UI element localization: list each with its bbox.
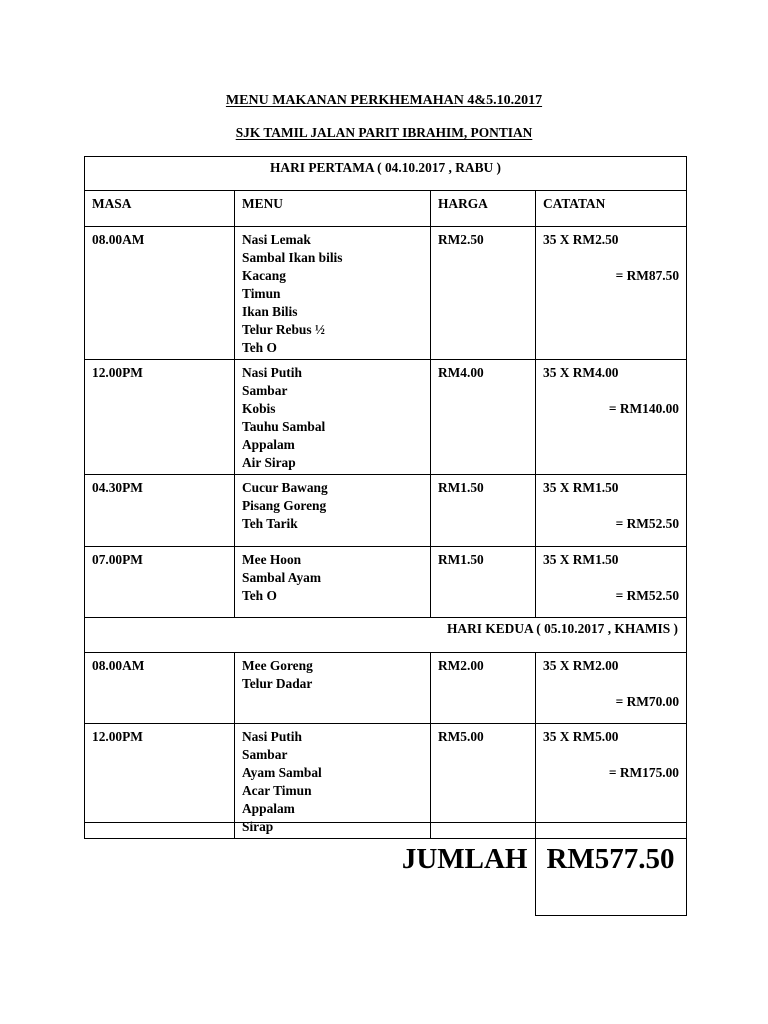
day2-header: HARI KEDUA ( 05.10.2017 , KHAMIS ) (85, 618, 687, 653)
menu-item: Appalam (242, 801, 295, 816)
menu-item: Nasi Putih (242, 729, 302, 744)
note-total: = RM87.50 (615, 268, 680, 283)
menu-item: Telur Dadar (242, 676, 313, 691)
note-total: = RM175.00 (608, 765, 680, 780)
menu-items (235, 653, 431, 724)
menu-item: Pisang Goreng (242, 498, 327, 513)
meal-note (536, 360, 687, 475)
menu-item: Acar Timun (242, 783, 312, 798)
menu-row (85, 547, 687, 618)
col-header-harga: HARGA (431, 191, 536, 227)
menu-item: Kobis (242, 401, 276, 416)
note-total: = RM70.00 (615, 694, 680, 709)
meal-note (536, 227, 687, 360)
day1-header: HARI PERTAMA ( 04.10.2017 , RABU ) (85, 157, 687, 191)
note-calculation: 35 X RM2.00 (543, 658, 619, 673)
menu-item: Nasi Lemak (242, 232, 311, 247)
day1-header-row (85, 157, 687, 191)
menu-table (84, 156, 687, 839)
menu-row (85, 360, 687, 475)
day2-header-row (85, 618, 687, 653)
menu-items (235, 475, 431, 547)
menu-item: Sambar (242, 747, 288, 762)
total-label: JUMLAH (84, 823, 535, 916)
col-header-catatan: CATATAN (536, 191, 687, 227)
meal-price: RM1.50 (431, 475, 536, 547)
menu-item: Telur Rebus ½ (242, 322, 325, 337)
meal-time: 07.00PM (85, 547, 235, 618)
menu-item: Sambar (242, 383, 288, 398)
meal-price: RM4.00 (431, 360, 536, 475)
menu-item: Appalam (242, 437, 295, 452)
school-name: SJK TAMIL JALAN PARIT IBRAHIM, PONTIAN (235, 125, 533, 140)
menu-table-body (85, 157, 687, 839)
menu-item: Cucur Bawang (242, 480, 328, 495)
menu-row (85, 653, 687, 724)
menu-item: Ikan Bilis (242, 304, 298, 319)
menu-item: Timun (242, 286, 281, 301)
meal-time: 12.00PM (85, 360, 235, 475)
menu-items (235, 360, 431, 475)
menu-items (235, 547, 431, 618)
menu-row (85, 227, 687, 360)
meal-note (536, 547, 687, 618)
menu-item: Ayam Sambal (242, 765, 322, 780)
menu-item: Teh O (242, 588, 277, 603)
meal-time: 04.30PM (85, 475, 235, 547)
menu-item: Nasi Putih (242, 365, 302, 380)
meal-time: 12.00PM (85, 724, 235, 839)
menu-item: Mee Goreng (242, 658, 313, 673)
menu-item: Tauhu Sambal (242, 419, 326, 434)
note-calculation: 35 X RM1.50 (543, 480, 619, 495)
note-total: = RM52.50 (615, 516, 680, 531)
meal-price: RM2.00 (431, 653, 536, 724)
meal-time: 08.00AM (85, 227, 235, 360)
meal-note (536, 475, 687, 547)
note-calculation: 35 X RM4.00 (543, 365, 619, 380)
menu-row (85, 475, 687, 547)
note-calculation: 35 X RM2.50 (543, 232, 619, 247)
note-calculation: 35 X RM5.00 (543, 729, 619, 744)
menu-item: Teh Tarik (242, 516, 298, 531)
meal-price: RM1.50 (431, 547, 536, 618)
note-calculation: 35 X RM1.50 (543, 552, 619, 567)
menu-items (235, 227, 431, 360)
column-header-row (85, 191, 687, 227)
menu-item: Kacang (242, 268, 286, 283)
note-total: = RM52.50 (615, 588, 680, 603)
total-table (84, 822, 687, 916)
note-total: = RM140.00 (608, 401, 680, 416)
menu-item: Air Sirap (242, 455, 296, 470)
meal-price: RM5.00 (431, 724, 536, 839)
menu-item: Sambal Ayam (242, 570, 321, 585)
total-row (84, 823, 686, 916)
document-title: MENU MAKANAN PERKHEMAHAN 4&5.10.2017 (225, 93, 543, 108)
menu-item: Sirap (242, 819, 274, 834)
meal-time: 08.00AM (85, 653, 235, 724)
total-value: RM577.50 (535, 823, 686, 916)
col-header-menu: MENU (235, 191, 431, 227)
menu-item: Teh O (242, 340, 277, 355)
meal-price: RM2.50 (431, 227, 536, 360)
meal-note (536, 653, 687, 724)
menu-item: Sambal Ikan bilis (242, 250, 343, 265)
col-header-masa: MASA (85, 191, 235, 227)
menu-item: Mee Hoon (242, 552, 302, 567)
